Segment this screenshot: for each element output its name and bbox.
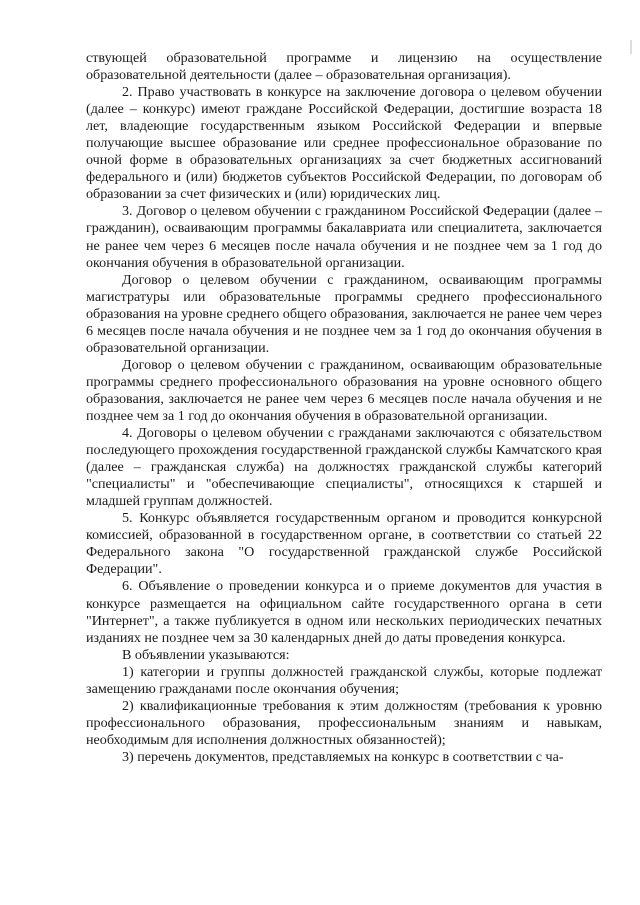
paragraph-secondary-programs: Договор о целевом обучении с гражданином, осваивающим образовательные программы среднего профессионального образования на уровне основного общего образования, заключается не ранее чем через 6 месяцев после начала обучения и не позднее чем за 1 год до окончания обучения в образовательной организации.: [86, 356, 602, 424]
paragraph-item-3: 3. Договор о целевом обучении с гражданином Российской Федерации (далее – гражданин), осваивающим программы бакалавриата или специалитета, заключается не ранее чем через 6 месяцев после начала обучения и не позднее чем за 1 год до окончания обучения в образовательной организации.: [86, 203, 602, 271]
paragraph-announcement-intro: В объявлении указываются:: [122, 646, 290, 663]
paragraph-item-6: 6. Объявление о проведении конкурса и о приеме документов для участия в конкурсе размещается на официальном сайте государственного органа в сети "Интернет", а также публикуется в одном или нескольких периодических печатных изданиях не позднее чем за 30 календарных дней до даты проведения конкурса.: [86, 578, 602, 646]
list-item-2: 2) квалификационные требования к этим должностям (требования к уровню профессионального образования, профессиональным знаниям и навыкам, необходимым для исполнения должностных обязанностей);: [86, 697, 602, 748]
scan-artifact: [630, 40, 632, 54]
paragraph-continued: ствующей образовательной программе и лицензию на осуществление образовательной деятельности (далее – образовательная организация).: [86, 50, 602, 84]
paragraph-master-programs: Договор о целевом обучении с гражданином, осваивающим программы магистратуры или образовательные программы среднего профессионального образования на уровне среднего общего образования, заключается не ранее чем через 6 месяцев после начала обучения и не позднее чем за 1 год до окончания обучения в образовательной организации.: [86, 271, 602, 356]
list-item-3: 3) перечень документов, представляемых на конкурс в соответствии с ча-: [122, 748, 564, 765]
document-body: [86, 50, 602, 766]
list-item-1: 1) категории и группы должностей гражданской службы, которые подлежат замещению гражданами после окончания обучения;: [86, 663, 602, 697]
paragraph-item-2: 2. Право участвовать в конкурсе на заключение договора о целевом обучении (далее – конкурс) имеют граждане Российской Федерации, достигшие возраста 18 лет, владеющие государственным языком Российской Федерации и впервые получающие высшее образование или среднее профессиональное образование по очной форме в образовательных организациях за счет бюджетных ассигнований федерального и (или) бюджетов субъектов Российской Федерации, по договорам об образовании за счет физических и (или) юридических лиц.: [86, 84, 602, 203]
paragraph-item-4: 4. Договоры о целевом обучении с гражданами заключаются с обязательством последующего прохождения государственной гражданской службы Камчатского края (далее – гражданская служба) на должностях гражданской службы категорий "специалисты" и "обеспечивающие специалисты", относящихся к старшей и младшей группам должностей.: [86, 425, 602, 510]
paragraph-item-5: 5. Конкурс объявляется государственным органом и проводится конкурсной комиссией, образованной в государственном органе, в соответствии со статьей 22 Федерального закона "О государственной гражданской службе Российской Федерации".: [86, 510, 602, 578]
